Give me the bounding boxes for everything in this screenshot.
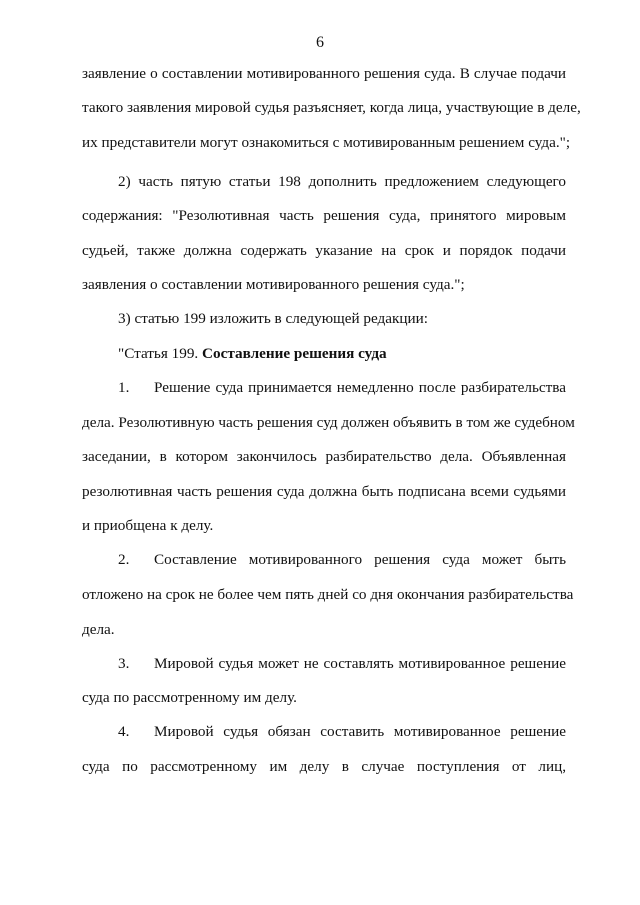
text-line: резолютивная часть решения суда должна быть подписана всеми судьями — [82, 483, 566, 500]
text-line: заседании, в котором закончилось разбирательство дела. Объявленная — [82, 448, 566, 465]
item-2-first-line — [118, 550, 566, 570]
text-line: судьей, также должна содержать указание на срок и порядок подачи — [82, 242, 566, 259]
page-number: 6 — [316, 34, 324, 51]
item-4-first-line — [118, 722, 566, 742]
text-line: дела. Резолютивную часть решения суд должен объявить в том же судебном — [82, 414, 575, 431]
text-line: Мировой судья обязан составить мотивированное решение — [154, 723, 566, 740]
item-number: 4. — [118, 723, 130, 740]
item-number: 3. — [118, 655, 130, 672]
text-line: содержания: "Резолютивная часть решения суда, принятого мировым — [82, 207, 566, 224]
article-prefix: "Статья 199. — [118, 345, 203, 362]
text-line: заявление о составлении мотивированного решения суда. В случае подачи — [82, 65, 566, 82]
item-number: 1. — [118, 379, 130, 396]
item-number: 2. — [118, 551, 130, 568]
article-title: Составление решения суда — [202, 345, 387, 362]
text-line: такого заявления мировой судья разъясняет, когда лица, участвующие в деле, — [82, 99, 581, 116]
item-3-first-line — [118, 654, 566, 674]
text-line: 2) часть пятую статьи 198 дополнить предложением следующего — [118, 173, 566, 190]
text-line: заявления о составлении мотивированного решения суда."; — [82, 276, 465, 293]
text-line: Составление мотивированного решения суда может быть — [154, 551, 566, 568]
text-line: Решение суда принимается немедленно после разбирательства — [154, 379, 566, 396]
article-heading — [118, 344, 566, 364]
text-line: и приобщена к делу. — [82, 517, 214, 534]
text-line: суда по рассмотренному им делу в случае поступления от лиц, — [82, 758, 566, 775]
text-line: их представители могут ознакомиться с мотивированным решением суда."; — [82, 134, 571, 151]
item-1-first-line — [118, 378, 566, 398]
text-line: дела. — [82, 621, 115, 638]
text-line: 3) статью 199 изложить в следующей редакции: — [118, 310, 428, 327]
text-line: отложено на срок не более чем пять дней со дня окончания разбирательства — [82, 586, 574, 603]
text-line: Мировой судья может не составлять мотивированное решение — [154, 655, 566, 672]
text-line: суда по рассмотренному им делу. — [82, 689, 297, 706]
